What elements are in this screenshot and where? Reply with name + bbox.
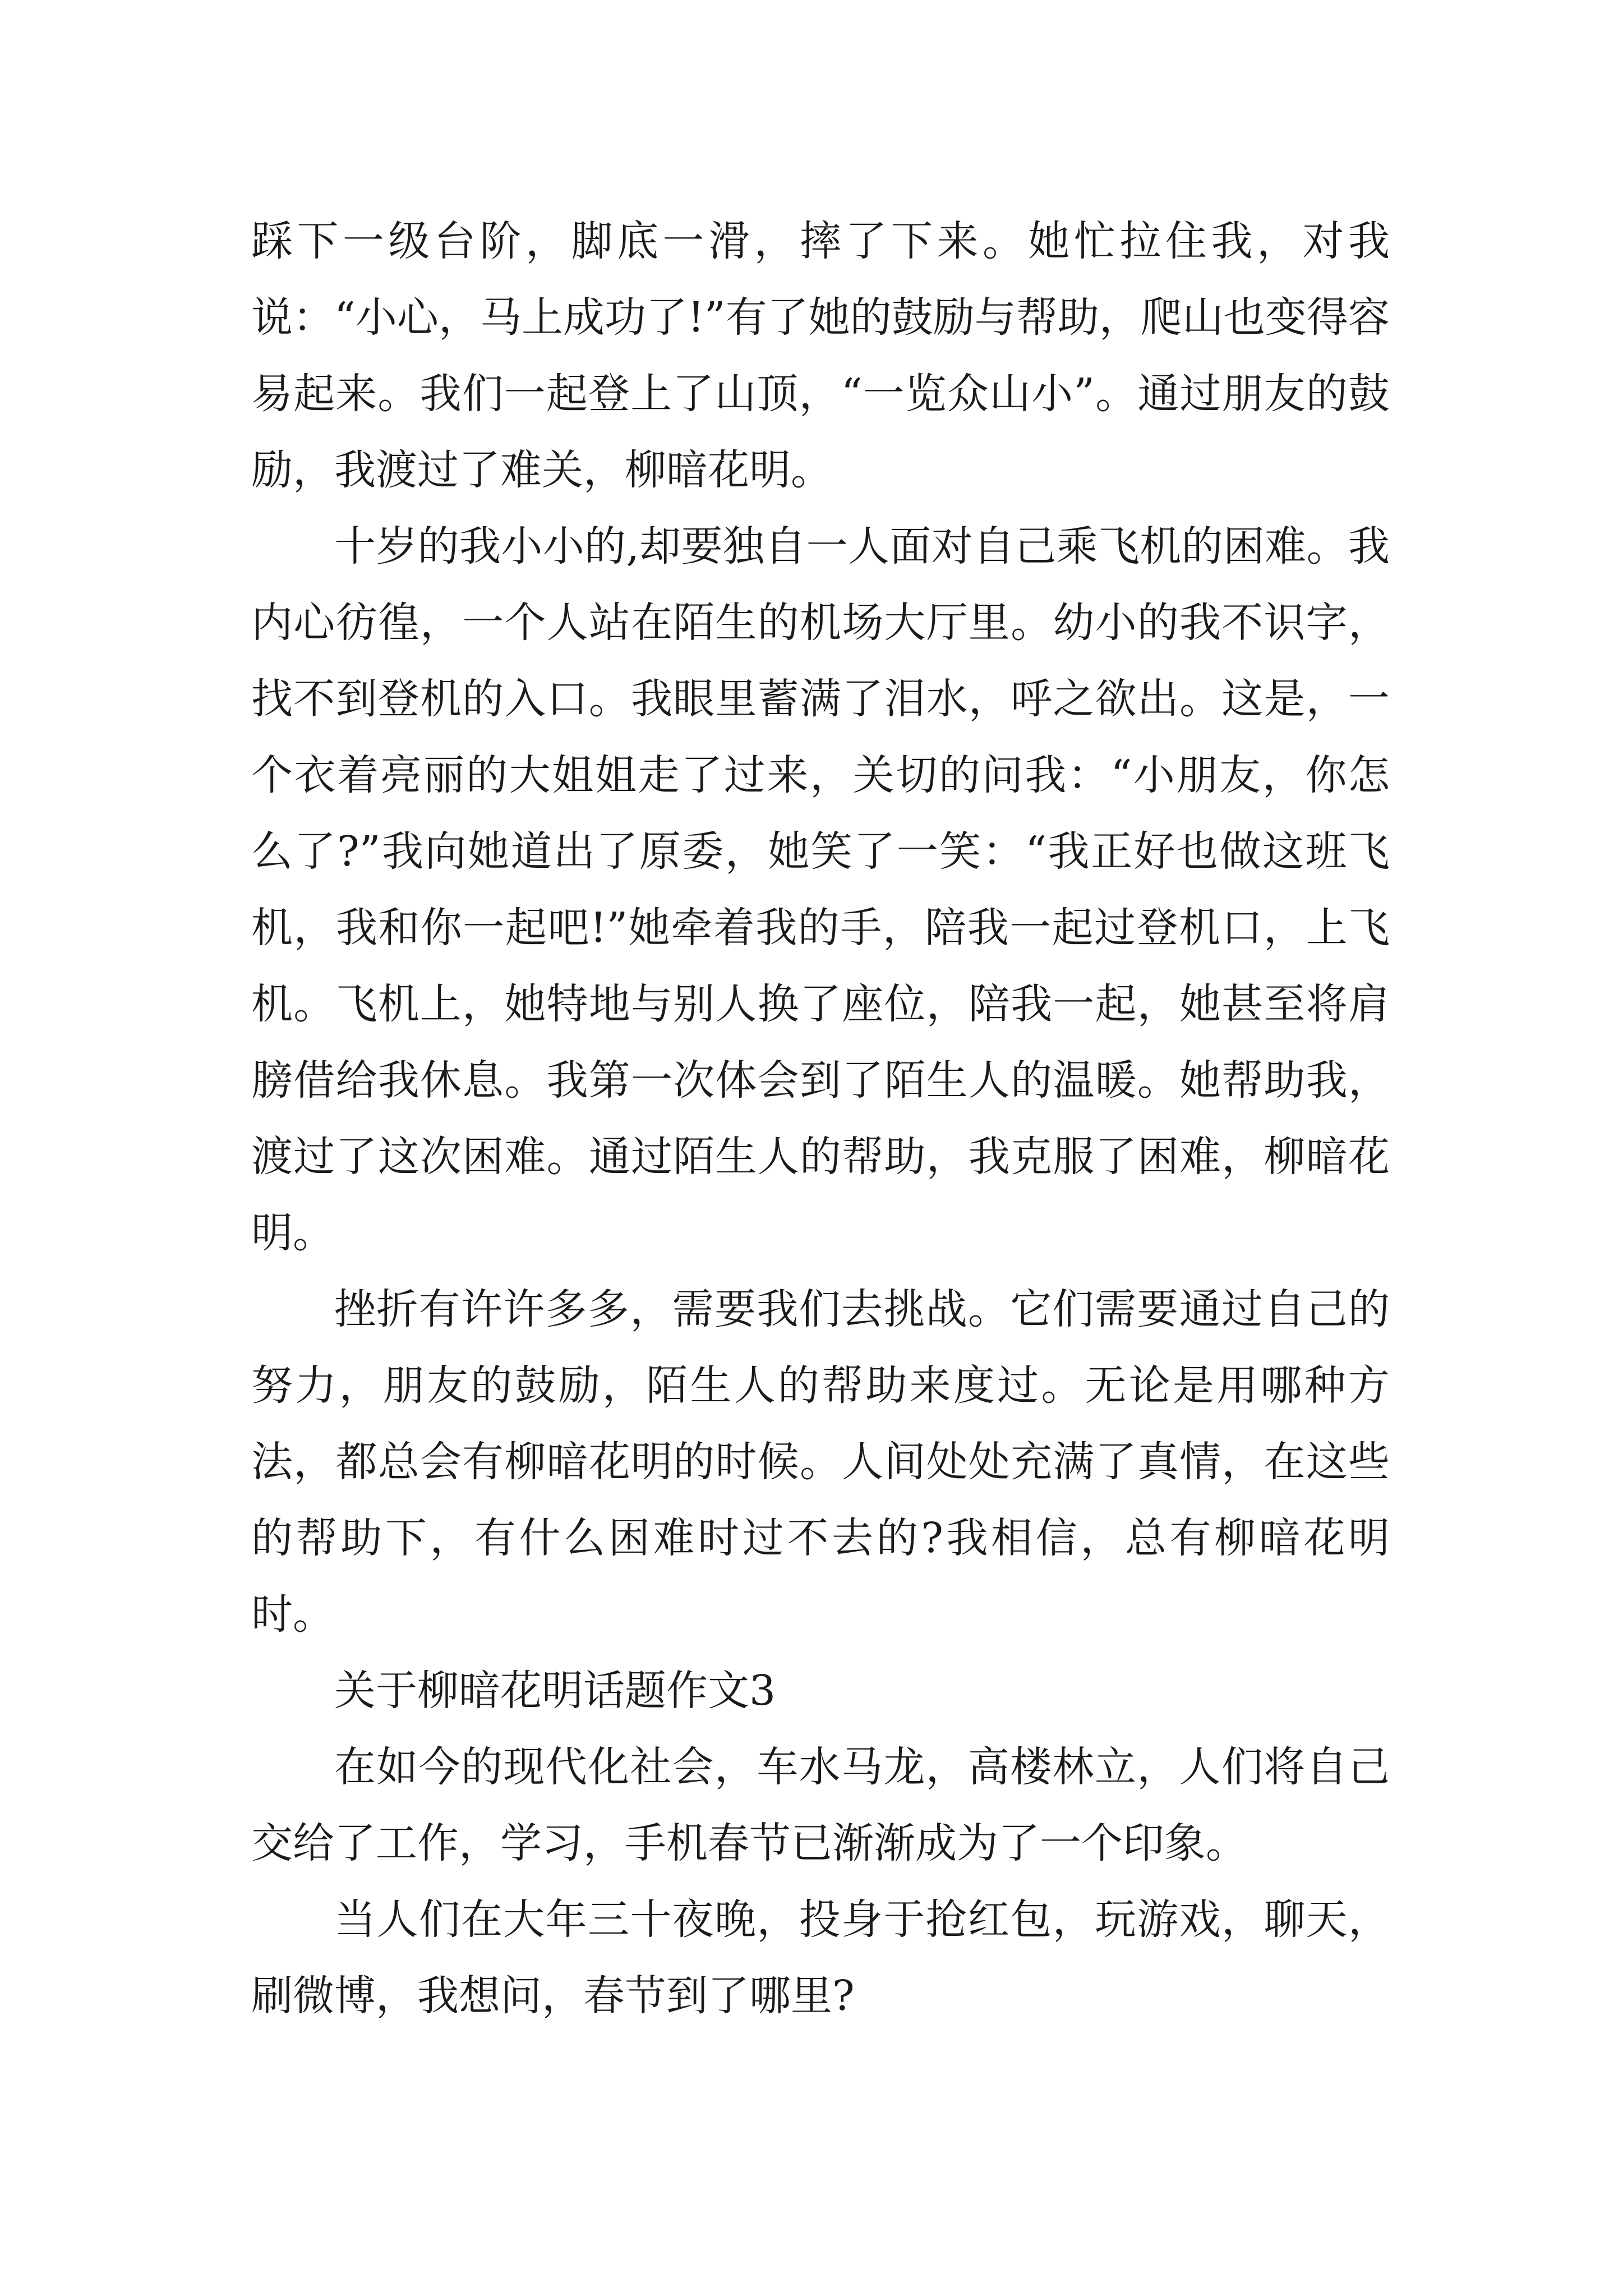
paragraph-conclusion: 挫折有许许多多，需要我们去挑战。它们需要通过自己的努力，朋友的鼓励，陌生人的帮助来度过。无论是用哪种方法，都总会有柳暗花明的时候。人间处处充满了真情，在这些的帮助下，有什么困难时过不去的?我相信，总有柳暗花明时。 <box>251 1285 1390 1639</box>
paragraph-new-year-eve: 当人们在大年三十夜晚，投身于抢红包，玩游戏，聊天，刷微博，我想问，春节到了哪里? <box>251 1895 1390 2020</box>
document-body <box>251 203 1390 2034</box>
paragraph-modern-society: 在如今的现代化社会，车水马龙，高楼林立，人们将自己交给了工作，学习，手机春节已渐渐成为了一个印象。 <box>251 1743 1390 1867</box>
essay-heading: 关于柳暗花明话题作文3 <box>334 1667 776 1715</box>
paragraph-continuation: 踩下一级台阶，脚底一滑，摔了下来。她忙拉住我，对我说：“小心，马上成功了!”有了她的鼓励与帮助，爬山也变得容易起来。我们一起登上了山顶，“一览众山小”。通过朋友的鼓励，我渡过了难关，柳暗花明。 <box>251 217 1390 494</box>
paragraph-airport-story: 十岁的我小小的,却要独自一人面对自己乘飞机的困难。我内心彷徨，一个人站在陌生的机场大厅里。幼小的我不识字，找不到登机的入口。我眼里蓄满了泪水，呼之欲出。这是，一个衣着亮丽的大姐姐走了过来，关切的问我：“小朋友，你怎么了?”我向她道出了原委，她笑了一笑：“我正好也做这班飞机，我和你一起吧!”她牵着我的手，陪我一起过登机口，上飞机。飞机上，她特地与别人换了座位，陪我一起，她甚至将肩膀借给我休息。我第一次体会到了陌生人的温暖。她帮助我，渡过了这次困难。通过陌生人的帮助，我克服了困难，柳暗花明。 <box>251 522 1390 1257</box>
